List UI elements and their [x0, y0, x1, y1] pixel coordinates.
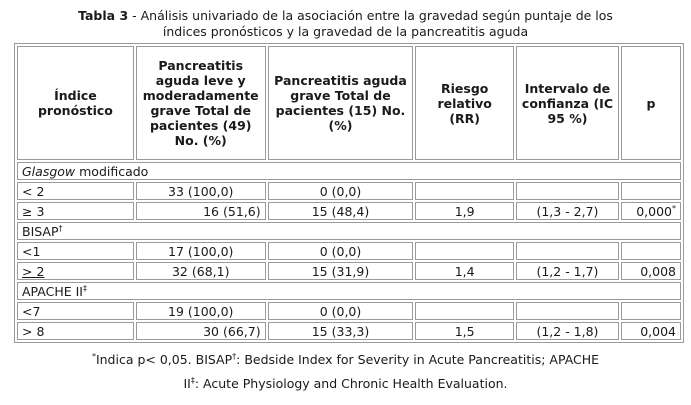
cell-ic: (1,2 - 1,7): [516, 262, 619, 280]
cell-p: 0,004: [621, 322, 681, 340]
cell-rr: 1,9: [415, 202, 514, 220]
cell-ic: [516, 302, 619, 320]
cell-rr: 1,5: [415, 322, 514, 340]
table-row: [17, 322, 681, 340]
cell-grave: 0 (0,0): [268, 242, 414, 260]
cell-rr: [415, 302, 514, 320]
caption-line-2: índices pronósticos y la gravedad de la pancreatitis aguda: [162, 24, 529, 39]
cell-p: 0,008: [621, 262, 681, 280]
group-label: APACHE II‡: [17, 282, 681, 300]
table-row: [17, 262, 681, 280]
table-row: [17, 302, 681, 320]
group-row-glasgow: [17, 162, 681, 180]
group-row-apache: [17, 282, 681, 300]
cell-grave: 0 (0,0): [268, 182, 414, 200]
table-row: [17, 242, 681, 260]
row-label: ≥ 3: [17, 202, 134, 220]
cell-p: [621, 182, 681, 200]
cell-leve: 16 (51,6): [136, 202, 266, 220]
caption-line-1: - Análisis univariado de la asociación entre la gravedad según puntaje de los: [128, 8, 613, 23]
header-ic: Intervalo de confianza (IC 95 %): [516, 46, 619, 160]
cell-grave: 15 (48,4): [268, 202, 414, 220]
header-p: p: [621, 46, 681, 160]
cell-ic: [516, 182, 619, 200]
cell-grave: 15 (31,9): [268, 262, 414, 280]
header-row: [17, 46, 681, 160]
cell-leve: 33 (100,0): [136, 182, 266, 200]
cell-grave: 15 (33,3): [268, 322, 414, 340]
cell-leve: 17 (100,0): [136, 242, 266, 260]
footnote-line-2: II‡: Acute Physiology and Chronic Health Evaluation.: [183, 376, 508, 391]
row-label: > 2: [17, 262, 134, 280]
cell-ic: (1,3 - 2,7): [516, 202, 619, 220]
header-leve: Pancreatitis aguda leve y moderadamente grave Total de pacientes (49) No. (%): [136, 46, 266, 160]
footnote-line-1: *Indica p< 0,05. BISAP†: Bedside Index for Severity in Acute Pancreatitis; APACHE: [91, 352, 600, 367]
row-label: < 2: [17, 182, 134, 200]
table-label: Tabla 3: [78, 8, 129, 23]
group-label: BISAP†: [17, 222, 681, 240]
cell-p: [621, 242, 681, 260]
row-label: <1: [17, 242, 134, 260]
table-row: [17, 182, 681, 200]
cell-rr: [415, 242, 514, 260]
cell-rr: [415, 182, 514, 200]
cell-grave: 0 (0,0): [268, 302, 414, 320]
cell-leve: 30 (66,7): [136, 322, 266, 340]
cell-leve: 19 (100,0): [136, 302, 266, 320]
cell-rr: 1,4: [415, 262, 514, 280]
cell-leve: 32 (68,1): [136, 262, 266, 280]
row-label: > 8: [17, 322, 134, 340]
table-row: [17, 202, 681, 220]
group-row-bisap: [17, 222, 681, 240]
cell-p: [621, 302, 681, 320]
group-label: Glasgow modificado: [17, 162, 681, 180]
header-indice: Índice pronóstico: [17, 46, 134, 160]
table-caption: [0, 8, 691, 40]
results-table: [14, 43, 684, 343]
cell-ic: (1,2 - 1,8): [516, 322, 619, 340]
header-rr: Riesgo relativo (RR): [415, 46, 514, 160]
header-grave: Pancreatitis aguda grave Total de pacientes (15) No. (%): [268, 46, 414, 160]
cell-ic: [516, 242, 619, 260]
row-label: <7: [17, 302, 134, 320]
cell-p: 0,000*: [621, 202, 681, 220]
